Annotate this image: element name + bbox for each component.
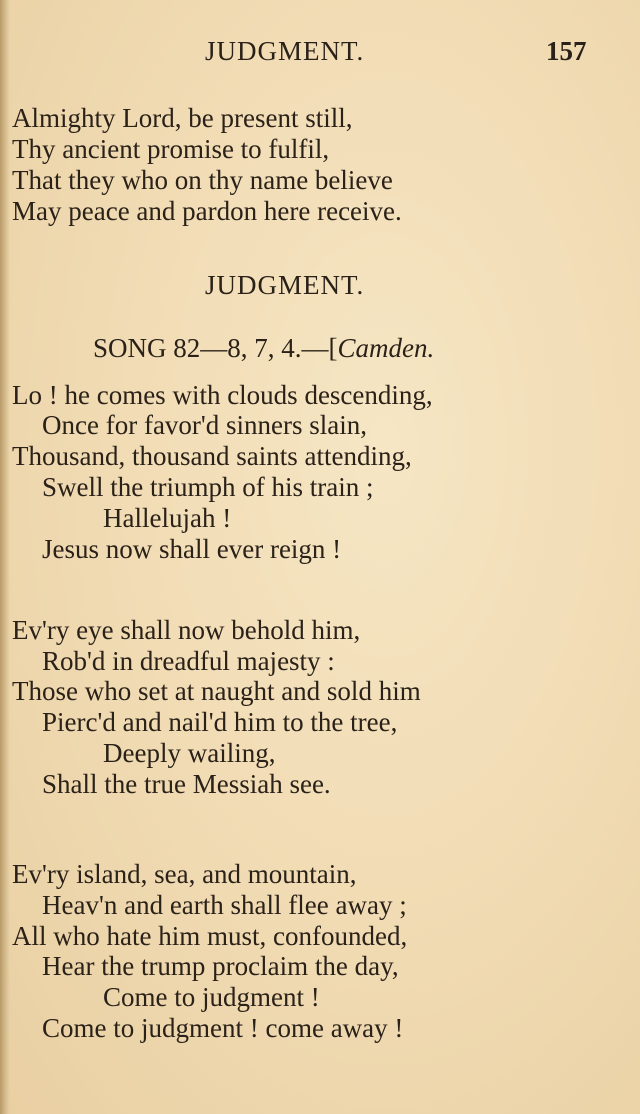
section-title: JUDGMENT.: [205, 270, 365, 300]
refrain-line: Deeply wailing,: [103, 738, 276, 768]
verse-line: Thousand, thousand saints attending,: [12, 441, 412, 471]
page-header: [0, 36, 640, 76]
refrain-line: Hallelujah !: [103, 503, 232, 533]
verse-line: Hear the trump proclaim the day,: [42, 951, 399, 981]
verse-line: Almighty Lord, be present still,: [12, 103, 353, 133]
verse-line: Jesus now shall ever reign !: [42, 534, 342, 564]
verse-line: Rob'd in dreadful majesty :: [42, 646, 335, 676]
verse-line: Pierc'd and nail'd him to the tree,: [42, 707, 398, 737]
tune-name: Camden.: [337, 333, 435, 363]
page-gutter: [0, 0, 10, 1114]
page-number: 157: [546, 36, 587, 66]
verse-line: Heav'n and earth shall flee away ;: [42, 890, 407, 920]
song-heading: [93, 333, 434, 364]
verse-line: All who hate him must, confounded,: [12, 921, 408, 951]
verse-line: Lo ! he comes with clouds descending,: [12, 380, 433, 410]
song-number-meter: SONG 82—8, 7, 4.—[: [93, 333, 338, 363]
verse-line: Shall the true Messiah see.: [42, 769, 331, 799]
verse-line: Come to judgment ! come away !: [42, 1013, 404, 1043]
verse-line: May peace and pardon here receive.: [12, 196, 402, 226]
verse-line: Swell the triumph of his train ;: [42, 472, 374, 502]
verse-line: Ev'ry eye shall now behold him,: [12, 615, 361, 645]
verse-line: Ev'ry island, sea, and mountain,: [12, 859, 357, 889]
verse-line: Thy ancient promise to fulfil,: [12, 134, 330, 164]
verse-line: That they who on thy name believe: [12, 165, 393, 195]
refrain-line: Come to judgment !: [103, 982, 320, 1012]
verse-line: Those who set at naught and sold him: [12, 676, 421, 706]
verse-line: Once for favor'd sinners slain,: [42, 410, 368, 440]
running-title: JUDGMENT.: [205, 36, 365, 66]
